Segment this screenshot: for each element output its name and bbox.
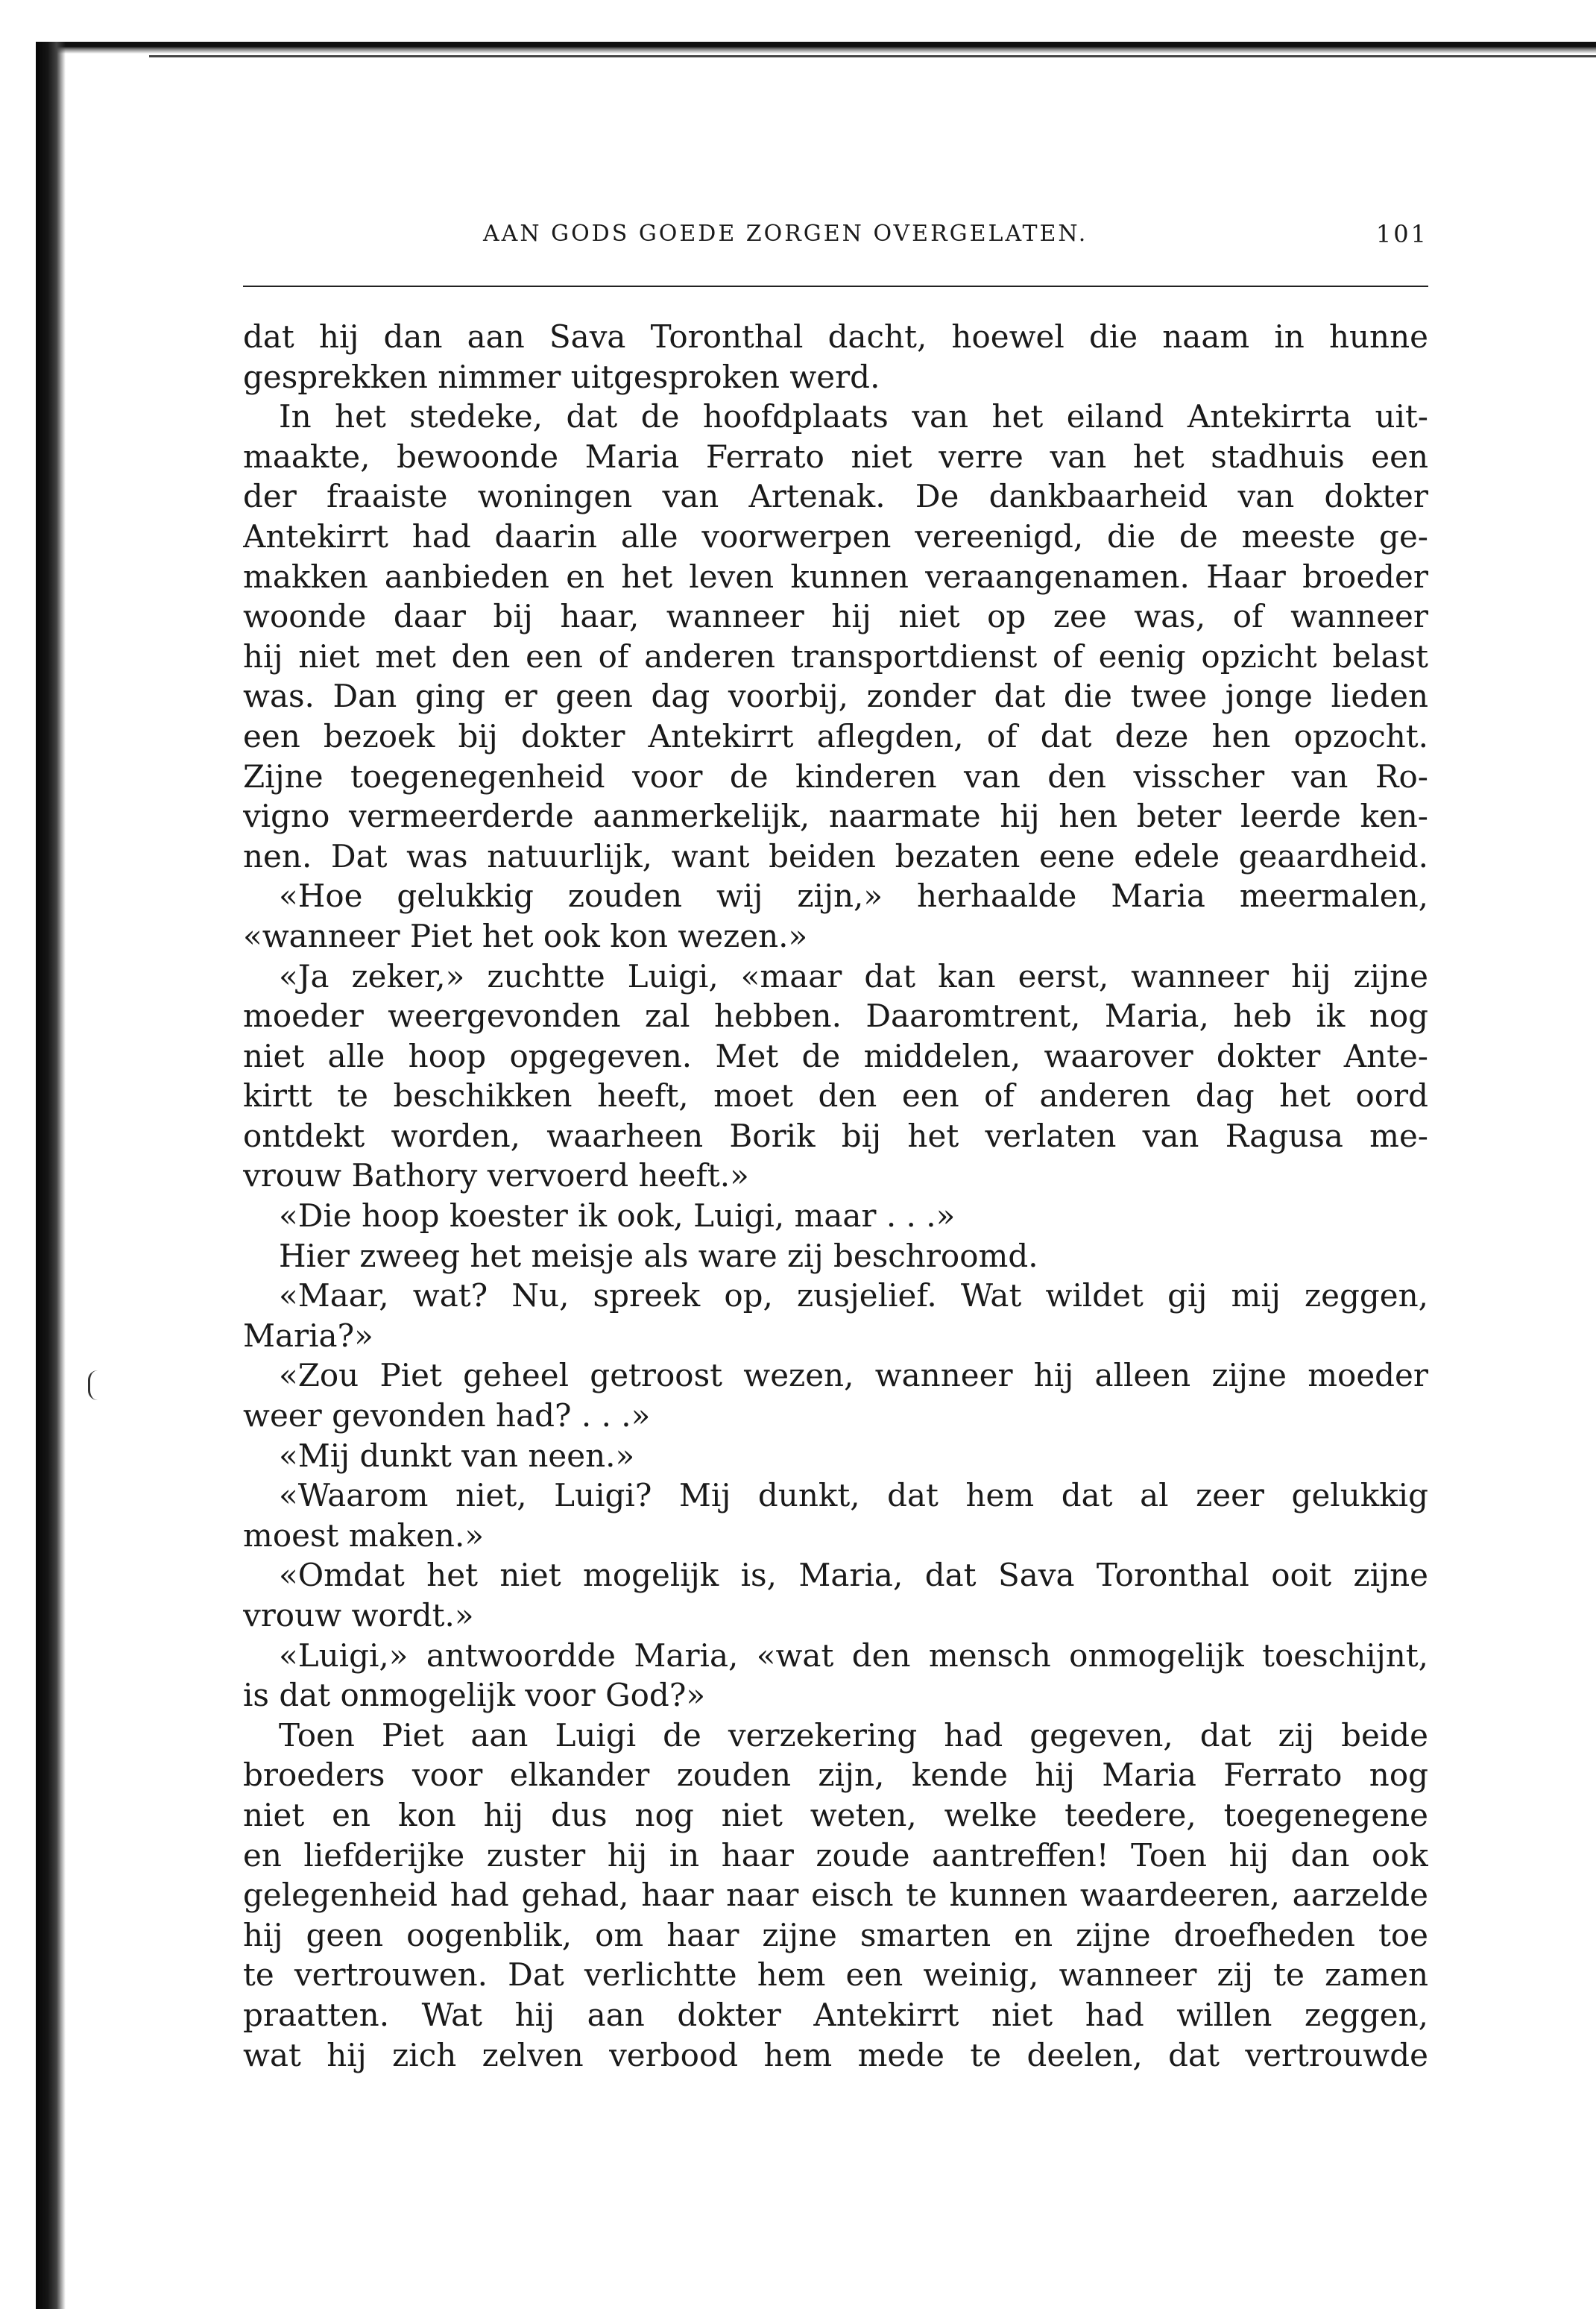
text-line: niet en kon hij dus nog niet weten, welke teedere, toegenegene — [243, 1796, 1428, 1833]
text-line: «Mij dunkt van neen.» — [279, 1437, 635, 1474]
text-line: Zijne toegenegenheid voor de kinderen van den visscher van Ro- — [243, 757, 1428, 795]
text-line: hij niet met den een of anderen transportdienst of eenig opzicht belast — [243, 637, 1428, 675]
text-line: In het stedeke, dat de hoofdplaats van het eiland Antekirrta uit- — [279, 398, 1428, 435]
text-line: broeders voor elkander zouden zijn, kende hij Maria Ferrato nog — [243, 1757, 1428, 1794]
text-line: «Luigi,» antwoordde Maria, «wat den mensch onmogelijk toeschijnt, — [279, 1637, 1428, 1674]
text-line: vigno vermeerderde aanmerkelijk, naarmate hij hen beter leerde ken- — [243, 798, 1428, 835]
margin-mark — [88, 1370, 98, 1400]
running-head — [243, 218, 1428, 255]
text-line: Hier zweeg het meisje als ware zij beschroomd. — [279, 1237, 1038, 1274]
text-line: «Zou Piet geheel getroost wezen, wanneer hij alleen zijne moeder — [279, 1357, 1428, 1394]
page-number: 101 — [1375, 220, 1428, 248]
text-line: Toen Piet aan Luigi de verzekering had gegeven, dat zij beide — [279, 1716, 1428, 1754]
text-line: ontdekt worden, waarheen Borik bij het verlaten van Ragusa me- — [243, 1117, 1428, 1154]
running-title: AAN GODS GOEDE ZORGEN OVERGELATEN. — [483, 221, 1088, 247]
scan-top-edge — [36, 42, 1596, 54]
text-line: moest maken.» — [243, 1516, 485, 1554]
text-line: was. Dan ging er geen dag voorbij, zonder dat die twee jonge lieden — [243, 678, 1428, 715]
text-line: gesprekken nimmer uitgesproken werd. — [243, 358, 880, 395]
text-line: «Waarom niet, Luigi? Mij dunkt, dat hem dat al zeer gelukkig — [279, 1477, 1428, 1514]
text-line: Antekirrt had daarin alle voorwerpen vereenigd, die de meeste ge- — [243, 517, 1428, 555]
header-rule — [243, 286, 1428, 287]
text-line: «Hoe gelukkig zouden wij zijn,» herhaalde Maria meermalen, — [279, 878, 1428, 915]
text-line: praatten. Wat hij aan dokter Antekirrt niet had willen zeggen, — [243, 1996, 1428, 2033]
text-line: «Ja zeker,» zuchtte Luigi, «maar dat kan eerst, wanneer hij zijne — [279, 957, 1428, 995]
scan-left-edge — [36, 42, 66, 2309]
text-line: gelegenheid had gehad, haar naar eisch te kunnen waardeeren, aarzelde — [243, 1877, 1428, 1914]
text-line: een bezoek bij dokter Antekirrt aflegden, of dat deze hen opzocht. — [243, 717, 1428, 755]
text-line: der fraaiste woningen van Artenak. De dankbaarheid van dokter — [243, 478, 1428, 515]
text-line: «Omdat het niet mogelijk is, Maria, dat Sava Toronthal ooit zijne — [279, 1557, 1428, 1594]
text-line: wat hij zich zelven verbood hem mede te deelen, dat vertrouwde — [243, 2036, 1428, 2073]
text-line: kirtt te beschikken heeft, moet den een of anderen dag het oord — [243, 1077, 1428, 1115]
text-line: maakte, bewoonde Maria Ferrato niet verre van het stadhuis een — [243, 438, 1428, 475]
text-line: nen. Dat was natuurlijk, want beiden bezaten eene edele geaardheid. — [243, 837, 1428, 875]
text-line: «Die hoop koester ik ook, Luigi, maar . . .» — [279, 1197, 956, 1235]
text-line: «wanneer Piet het ook kon wezen.» — [243, 917, 808, 954]
text-line: vrouw wordt.» — [243, 1597, 474, 1634]
text-line: makken aanbieden en het leven kunnen veraangenamen. Haar broeder — [243, 558, 1428, 595]
scan-top-edge-line — [149, 55, 1596, 57]
text-line: Maria?» — [243, 1317, 373, 1354]
text-line: woonde daar bij haar, wanneer hij niet op zee was, of wanneer — [243, 598, 1428, 635]
text-line: dat hij dan aan Sava Toronthal dacht, hoewel die naam in hunne — [243, 318, 1428, 355]
text-line: «Maar, wat? Nu, spreek op, zusjelief. Wat wildet gij mij zeggen, — [279, 1277, 1428, 1314]
text-line: weer gevonden had? . . .» — [243, 1397, 651, 1434]
text-line: moeder weergevonden zal hebben. Daaromtrent, Maria, heb ik nog — [243, 998, 1428, 1035]
text-line: is dat onmogelijk voor God?» — [243, 1677, 706, 1714]
body-text — [243, 317, 1428, 2075]
text-line: hij geen oogenblik, om haar zijne smarten en zijne droefheden toe — [243, 1916, 1428, 1953]
text-line: niet alle hoop opgegeven. Met de middelen, waarover dokter Ante- — [243, 1037, 1428, 1074]
text-line: en liefderijke zuster hij in haar zoude aantreffen! Toen hij dan ook — [243, 1836, 1428, 1874]
text-line: te vertrouwen. Dat verlichtte hem een weinig, wanneer zij te zamen — [243, 1956, 1428, 1994]
text-line: vrouw Bathory vervoerd heeft.» — [243, 1157, 749, 1194]
